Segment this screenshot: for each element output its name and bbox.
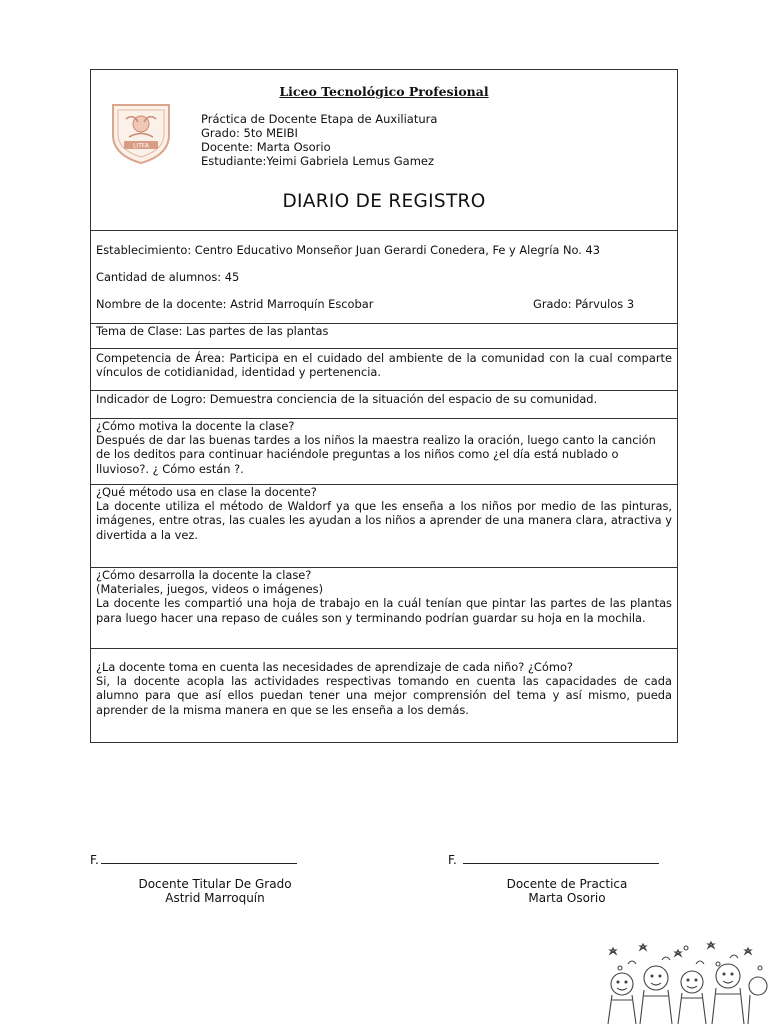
q3-question: ¿Cómo desarrolla la docente la clase?: [96, 568, 312, 582]
school-name: Liceo Tecnológico Profesional: [279, 84, 489, 99]
registro-form: [90, 69, 678, 743]
logo-text: LITFA: [133, 142, 149, 150]
right-signature-prefix: F.: [448, 853, 457, 867]
school-logo: [107, 97, 175, 165]
right-signature-name: Marta Osorio: [528, 891, 606, 905]
q2-row: [91, 485, 677, 568]
left-signature-caption: [110, 877, 320, 905]
competencia-row: [91, 349, 677, 391]
q4-question: ¿La docente toma en cuenta las necesidades de aprendizaje de cada niño? ¿Cómo?: [96, 660, 573, 674]
header-section: [91, 70, 677, 231]
indicador-text: Indicador de Logro: Demuestra conciencia de la situación del espacio de su comunidad.: [96, 392, 598, 406]
kids-drawing-image: [600, 940, 768, 1024]
left-signature: [90, 852, 297, 867]
indicador-row: [91, 391, 677, 419]
teacher-name-text: Nombre de la docente: Astrid Marroquín Escobar: [96, 297, 374, 311]
header-details: [201, 112, 437, 168]
left-signature-role: Docente Titular De Grado: [138, 877, 292, 891]
student-line: Estudiante:Yeimi Gabriela Lemus Gamez: [201, 154, 435, 168]
q4-answer: Si, la docente acopla las actividades respectivas tomando en cuenta las capacidades de cada alumno para que así ellos puedan tener una mejor comprensión del tema y así mismo, pueda aprender de la misma manera en que se les enseña a los demás.: [96, 674, 672, 717]
q1-question: ¿Cómo motiva la docente la clase?: [96, 419, 295, 433]
q3-subtitle: (Materiales, juegos, videos o imágenes): [96, 582, 324, 597]
tema-text: Tema de Clase: Las partes de las plantas: [96, 324, 329, 338]
q1-row: [91, 419, 677, 485]
establecimiento-text: Establecimiento: Centro Educativo Monseñor Juan Gerardi Conedera, Fe y Alegría No. 43: [96, 243, 601, 257]
q4-row: [91, 660, 677, 717]
tema-row: [91, 324, 677, 349]
cantidad-text: Cantidad de alumnos: 45: [96, 270, 240, 284]
info-section: [91, 231, 677, 324]
right-signature-role: Docente de Practica: [506, 877, 628, 891]
q1-answer: Después de dar las buenas tardes a los niños la maestra realizo la oración, luego canto la canción de los deditos para continuar haciéndole preguntas a los niños como ¿el día está nublado o lluvioso?. ¿ Cómo están ?.: [96, 433, 656, 476]
teacher-line: Docente: Marta Osorio: [201, 140, 331, 154]
practice-line: Práctica de Docente Etapa de Auxiliatura: [201, 112, 438, 126]
left-signature-line: [101, 852, 297, 864]
right-signature-line: [463, 852, 659, 864]
q3-answer: La docente les compartió una hoja de trabajo en la cuál tenían que pintar las partes de las plantas para luego hacer una repaso de cuáles son y terminando podrían guardar su hoja en la mochila.: [96, 596, 672, 625]
left-signature-name: Astrid Marroquín: [165, 891, 265, 905]
q2-question: ¿Qué método usa en clase la docente?: [96, 485, 317, 499]
grade-line: Grado: 5to MEIBI: [201, 126, 298, 140]
q2-answer: La docente utiliza el método de Waldorf ya que les enseña a los niños por medio de las pinturas, imágenes, entre otras, las cuales les ayudan a los niños a aprender de una manera clara, atractiva y divertida a la vez.: [96, 499, 672, 542]
right-signature: [448, 852, 659, 867]
left-signature-prefix: F.: [90, 853, 99, 867]
grade-text: Grado: Párvulos 3: [533, 297, 635, 311]
document-title: DIARIO DE REGISTRO: [282, 191, 486, 212]
q3-row: [91, 568, 677, 649]
right-signature-caption: [462, 877, 672, 905]
competencia-text: Competencia de Área: Participa en el cuidado del ambiente de la comunidad con la cual comparte vínculos de cotidianidad, identidad y pertenencia.: [96, 351, 672, 380]
